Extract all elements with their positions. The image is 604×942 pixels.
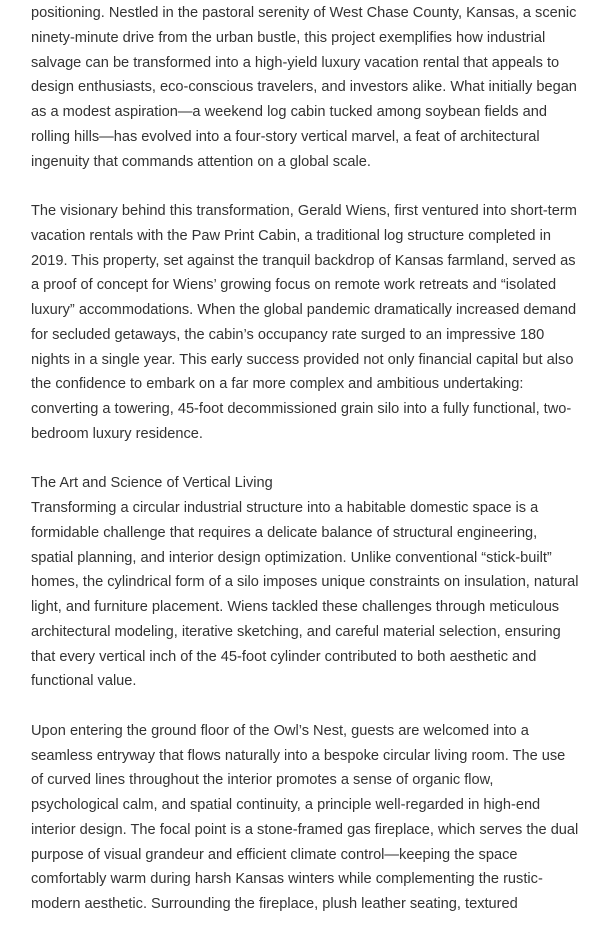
paragraph-vertical-living: Transforming a circular industrial structure into a habitable domestic space is a formidable challenge that requires a delicate balance of structural engineering, spatial planning, and interior design optimization. Unlike conventional “stick-built” homes, the cylindrical form of a silo imposes unique constraints on insulation, natural light, and furniture placement. Wiens tackled these challenges through meticulous architectural modeling, iterative sketching, and careful material selection, ensuring that every vertical inch of the 45-foot cylinder contributed to both aesthetic and functional value. xyxy=(31,500,579,690)
paragraph-ground-floor: Upon entering the ground floor of the Owl’s Nest, guests are welcomed into a seamless entryway that flows naturally into a bespoke circular living room. The use of curved lines throughout the interior promotes a sense of organic flow, psychological calm, and spatial continuity, a principle well-regarded in high-end interior design. The focal point is a stone-framed gas fireplace, which serves the dual purpose of visual grandeur and efficient climate control—keeping the space comfortably warm during harsh Kansas winters while complementing the rustic-modern aesthetic. Surrounding the fireplace, plush leather seating, textured xyxy=(31,722,579,912)
paragraph-intro-continued: positioning. Nestled in the pastoral serenity of West Chase County, Kansas, a scenic ninety-minute drive from the urban bustle, this project exemplifies how industrial salvage can be transformed into a high-yield luxury vacation rental that appeals to design enthusiasts, eco-conscious travelers, and investors alike. What initially began as a modest aspiration—a weekend log cabin tucked among soybean fields and rolling hills—has evolved into a four-story vertical marvel, a feat of architectural ingenuity that commands attention on a global scale. xyxy=(31,5,577,170)
article-body xyxy=(31,1,579,942)
section-heading: The Art and Science of Vertical Living xyxy=(31,475,273,492)
paragraph-visionary: The visionary behind this transformation, Gerald Wiens, first ventured into short-term vacation rentals with the Paw Print Cabin, a traditional log structure completed in 2019. This property, set against the tranquil backdrop of Kansas farmland, served as a proof of concept for Wiens’ growing focus on remote work retreats and “isolated luxury” accommodations. When the global pandemic dramatically increased demand for secluded getaways, the cabin’s occupancy rate surged to an impressive 180 nights in a single year. This early success provided not only financial capital but also the confidence to embark on a far more complex and ambitious undertaking: converting a towering, 45-foot decommissioned grain silo into a fully functional, two-bedroom luxury residence. xyxy=(31,203,577,442)
